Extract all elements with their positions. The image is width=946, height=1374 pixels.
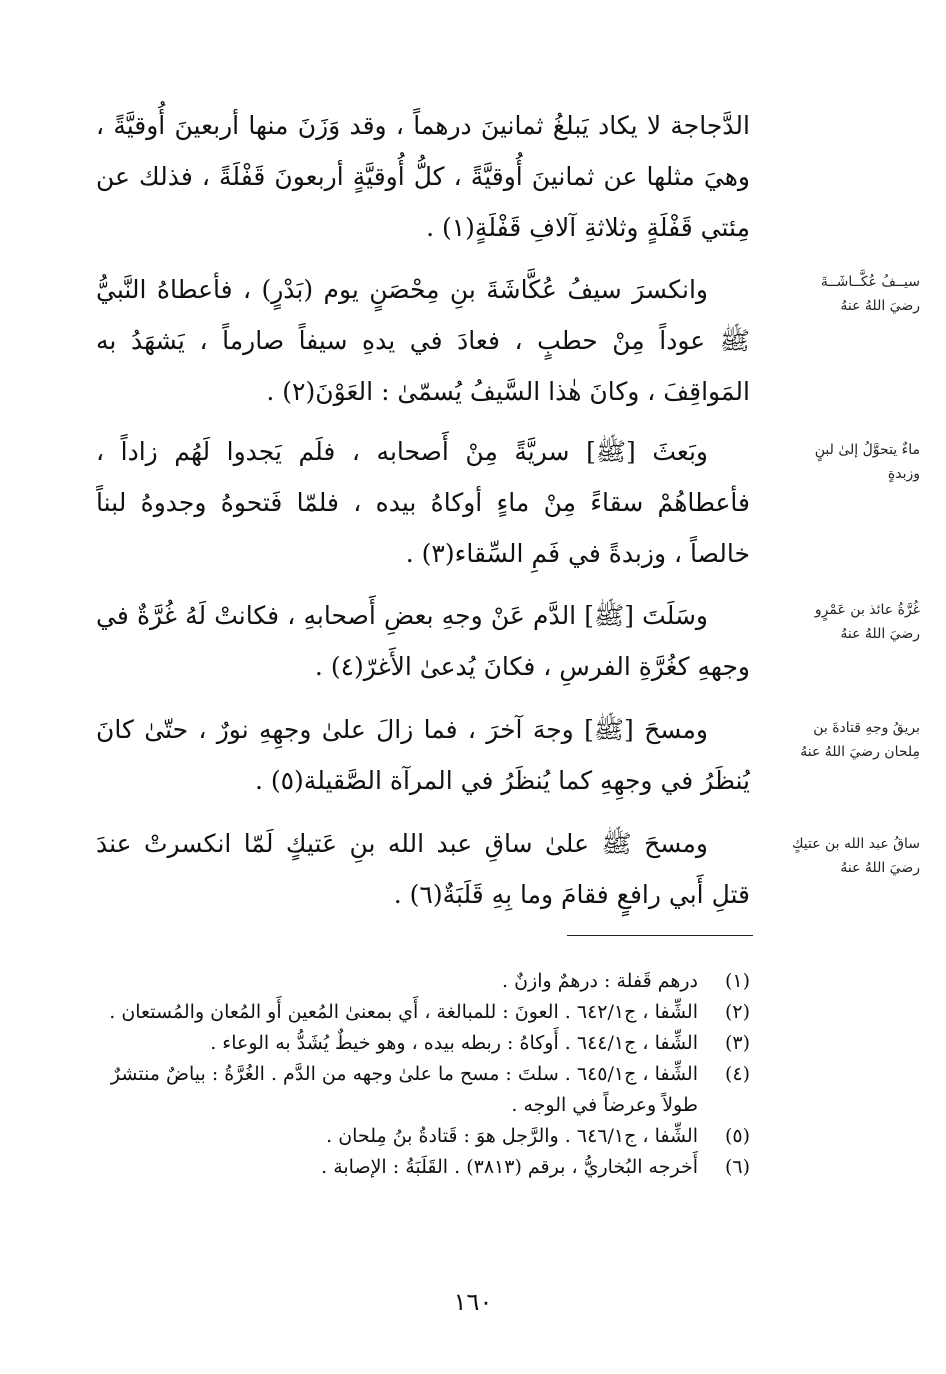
footnote bbox=[96, 1059, 750, 1121]
footnote-number: (١) bbox=[724, 970, 750, 992]
footnote-text: الشِّفا ، ج٦٤٥/١ . سلتَ : مسح ما علىٰ وجهه من الدَّم . الغُرَّةُ : بياضٌ منتشرٌ طولاً وعرضاً في الوجه . bbox=[110, 1063, 698, 1116]
page-number: ١٦٠ bbox=[453, 1288, 493, 1316]
footnote-number: (٦) bbox=[724, 1156, 750, 1178]
margin-note bbox=[760, 832, 920, 880]
paragraph-text: ومسحَ ﷺ علىٰ ساقِ عبد الله بنِ عَتيكٍ لَمّا انكسرتْ عندَ قتلِ أَبي رافعٍ فقامَ وما بِهِ قَلَبَةٌ(٦) . bbox=[96, 829, 750, 909]
margin-note-line: مِلحان رضيَ اللهُ عنهُ bbox=[800, 744, 920, 760]
footnote bbox=[96, 1028, 750, 1059]
footnote-text: الشِّفا ، ج٦٤٤/١ . أَوكاهُ : ربطه بيده ، وهو خيطٌ يُشَدُّ به الوعاء . bbox=[210, 1032, 698, 1054]
footnote bbox=[96, 966, 750, 997]
footnote-number: (٢) bbox=[724, 1001, 750, 1023]
footnote bbox=[96, 997, 750, 1028]
paragraph bbox=[96, 704, 750, 806]
paragraph-text: وبَعثَ [ﷺ] سريَّةً مِنْ أَصحابه ، فلَم يَجدوا لَهُم زاداً ، فأعطاهُمْ سقاءً مِنْ ماءٍ أوكاهُ بيده ، فلمّا فَتحوهُ وجدوهُ لبناً خالصاً ، وزبدةً في فَمِ السِّقاء(٣) . bbox=[96, 437, 750, 568]
paragraph-text: وانكسرَ سيفُ عُكَّاشَةَ بنِ مِحْصَنٍ يوم (بَدْرٍ) ، فأعطاهُ النَّبيُّ ﷺ عوداً مِنْ حطبٍ ، فعادَ في يدهِ سيفاً صارماً ، يَشهَدُ به المَواقِفَ ، وكانَ هٰذا السَّيفُ يُسمّىٰ : العَوْنَ(٢) . bbox=[96, 275, 750, 406]
footnote-text: الشِّفا ، ج٦٤٦/١ . والرَّجل هوَ : قَتادةُ بنُ مِلحان . bbox=[326, 1125, 698, 1147]
footnote bbox=[96, 1152, 750, 1183]
paragraph-text: وسَلَتَ [ﷺ] الدَّم عَنْ وجهِ بعضِ أَصحابهِ ، فكانتْ لَهُ غُرَّةٌ في وجههِ كغُرَّةِ الفرسِ ، فكانَ يُدعىٰ الأَغرّ(٤) . bbox=[96, 601, 750, 681]
paragraph bbox=[96, 590, 750, 692]
paragraph bbox=[96, 264, 750, 417]
footnotes bbox=[96, 966, 750, 1183]
paragraph-text: الدَّجاجة لا يكاد يَبلغُ ثمانينَ درهماً ، وقد وَزَنَ منها أربعينَ أُوقيَّةً ، وهيَ مثلها عن ثمانينَ أُوقيَّةً ، كلُّ أُوقيَّةٍ أربعونَ قَفْلَةً ، فذلك عن مِئتي قَفْلَةٍ وثلاثةِ آلافِ قَفْلَةٍ(١) . bbox=[96, 111, 750, 242]
footnote-text: درهم قَفلة : درهمٌ وازنٌ . bbox=[502, 970, 698, 992]
paragraph-text: ومسحَ [ﷺ] وجهَ آخرَ ، فما زالَ علىٰ وجهِهِ نورٌ ، حتّىٰ كانَ يُنظَرُ في وجهِهِ كما يُنظَرُ في المرآة الصَّقيلة(٥) . bbox=[96, 715, 750, 795]
margin-note-line: ساقُ عبد الله بن عتيكٍ bbox=[791, 836, 920, 852]
paragraph bbox=[96, 818, 750, 920]
margin-note-line: بريقُ وجهِ قتادةَ بن bbox=[813, 720, 920, 736]
footnote-number: (٥) bbox=[724, 1125, 750, 1147]
margin-note-line: ماءٌ يتحوَّلُ إلىٰ لبنٍ bbox=[814, 442, 920, 458]
footnote-text: الشِّفا ، ج٦٤٢/١ . العونَ : للمبالغة ، أَي بمعنىٰ المُعين أَو المُعان والمُستعان . bbox=[109, 1001, 698, 1023]
margin-note bbox=[760, 270, 920, 318]
footnote-number: (٣) bbox=[724, 1032, 750, 1054]
footnote-separator bbox=[567, 935, 753, 936]
margin-note-line: رضيَ اللهُ عنهُ bbox=[840, 298, 920, 314]
footnote bbox=[96, 1121, 750, 1152]
footnote-text: أَخرجه البُخاريُّ ، برقم (٣٨١٣) . القَلَبَةُ : الإصابة . bbox=[321, 1156, 698, 1178]
margin-note-line: غُرَّةُ عائذ بن عَمْرٍو bbox=[814, 602, 920, 618]
margin-note bbox=[760, 438, 920, 486]
margin-note-line: رضيَ اللهُ عنهُ bbox=[840, 860, 920, 876]
paragraph bbox=[96, 100, 750, 253]
margin-note-line: رضيَ اللهُ عنهُ bbox=[840, 626, 920, 642]
margin-note bbox=[760, 598, 920, 646]
footnote-number: (٤) bbox=[724, 1063, 750, 1085]
margin-note-line: وزبدةٍ bbox=[887, 466, 920, 482]
margin-note-line: سيــفُ عُكَّــاشَــةَ bbox=[820, 274, 920, 290]
paragraph bbox=[96, 426, 750, 579]
margin-note bbox=[760, 716, 920, 764]
